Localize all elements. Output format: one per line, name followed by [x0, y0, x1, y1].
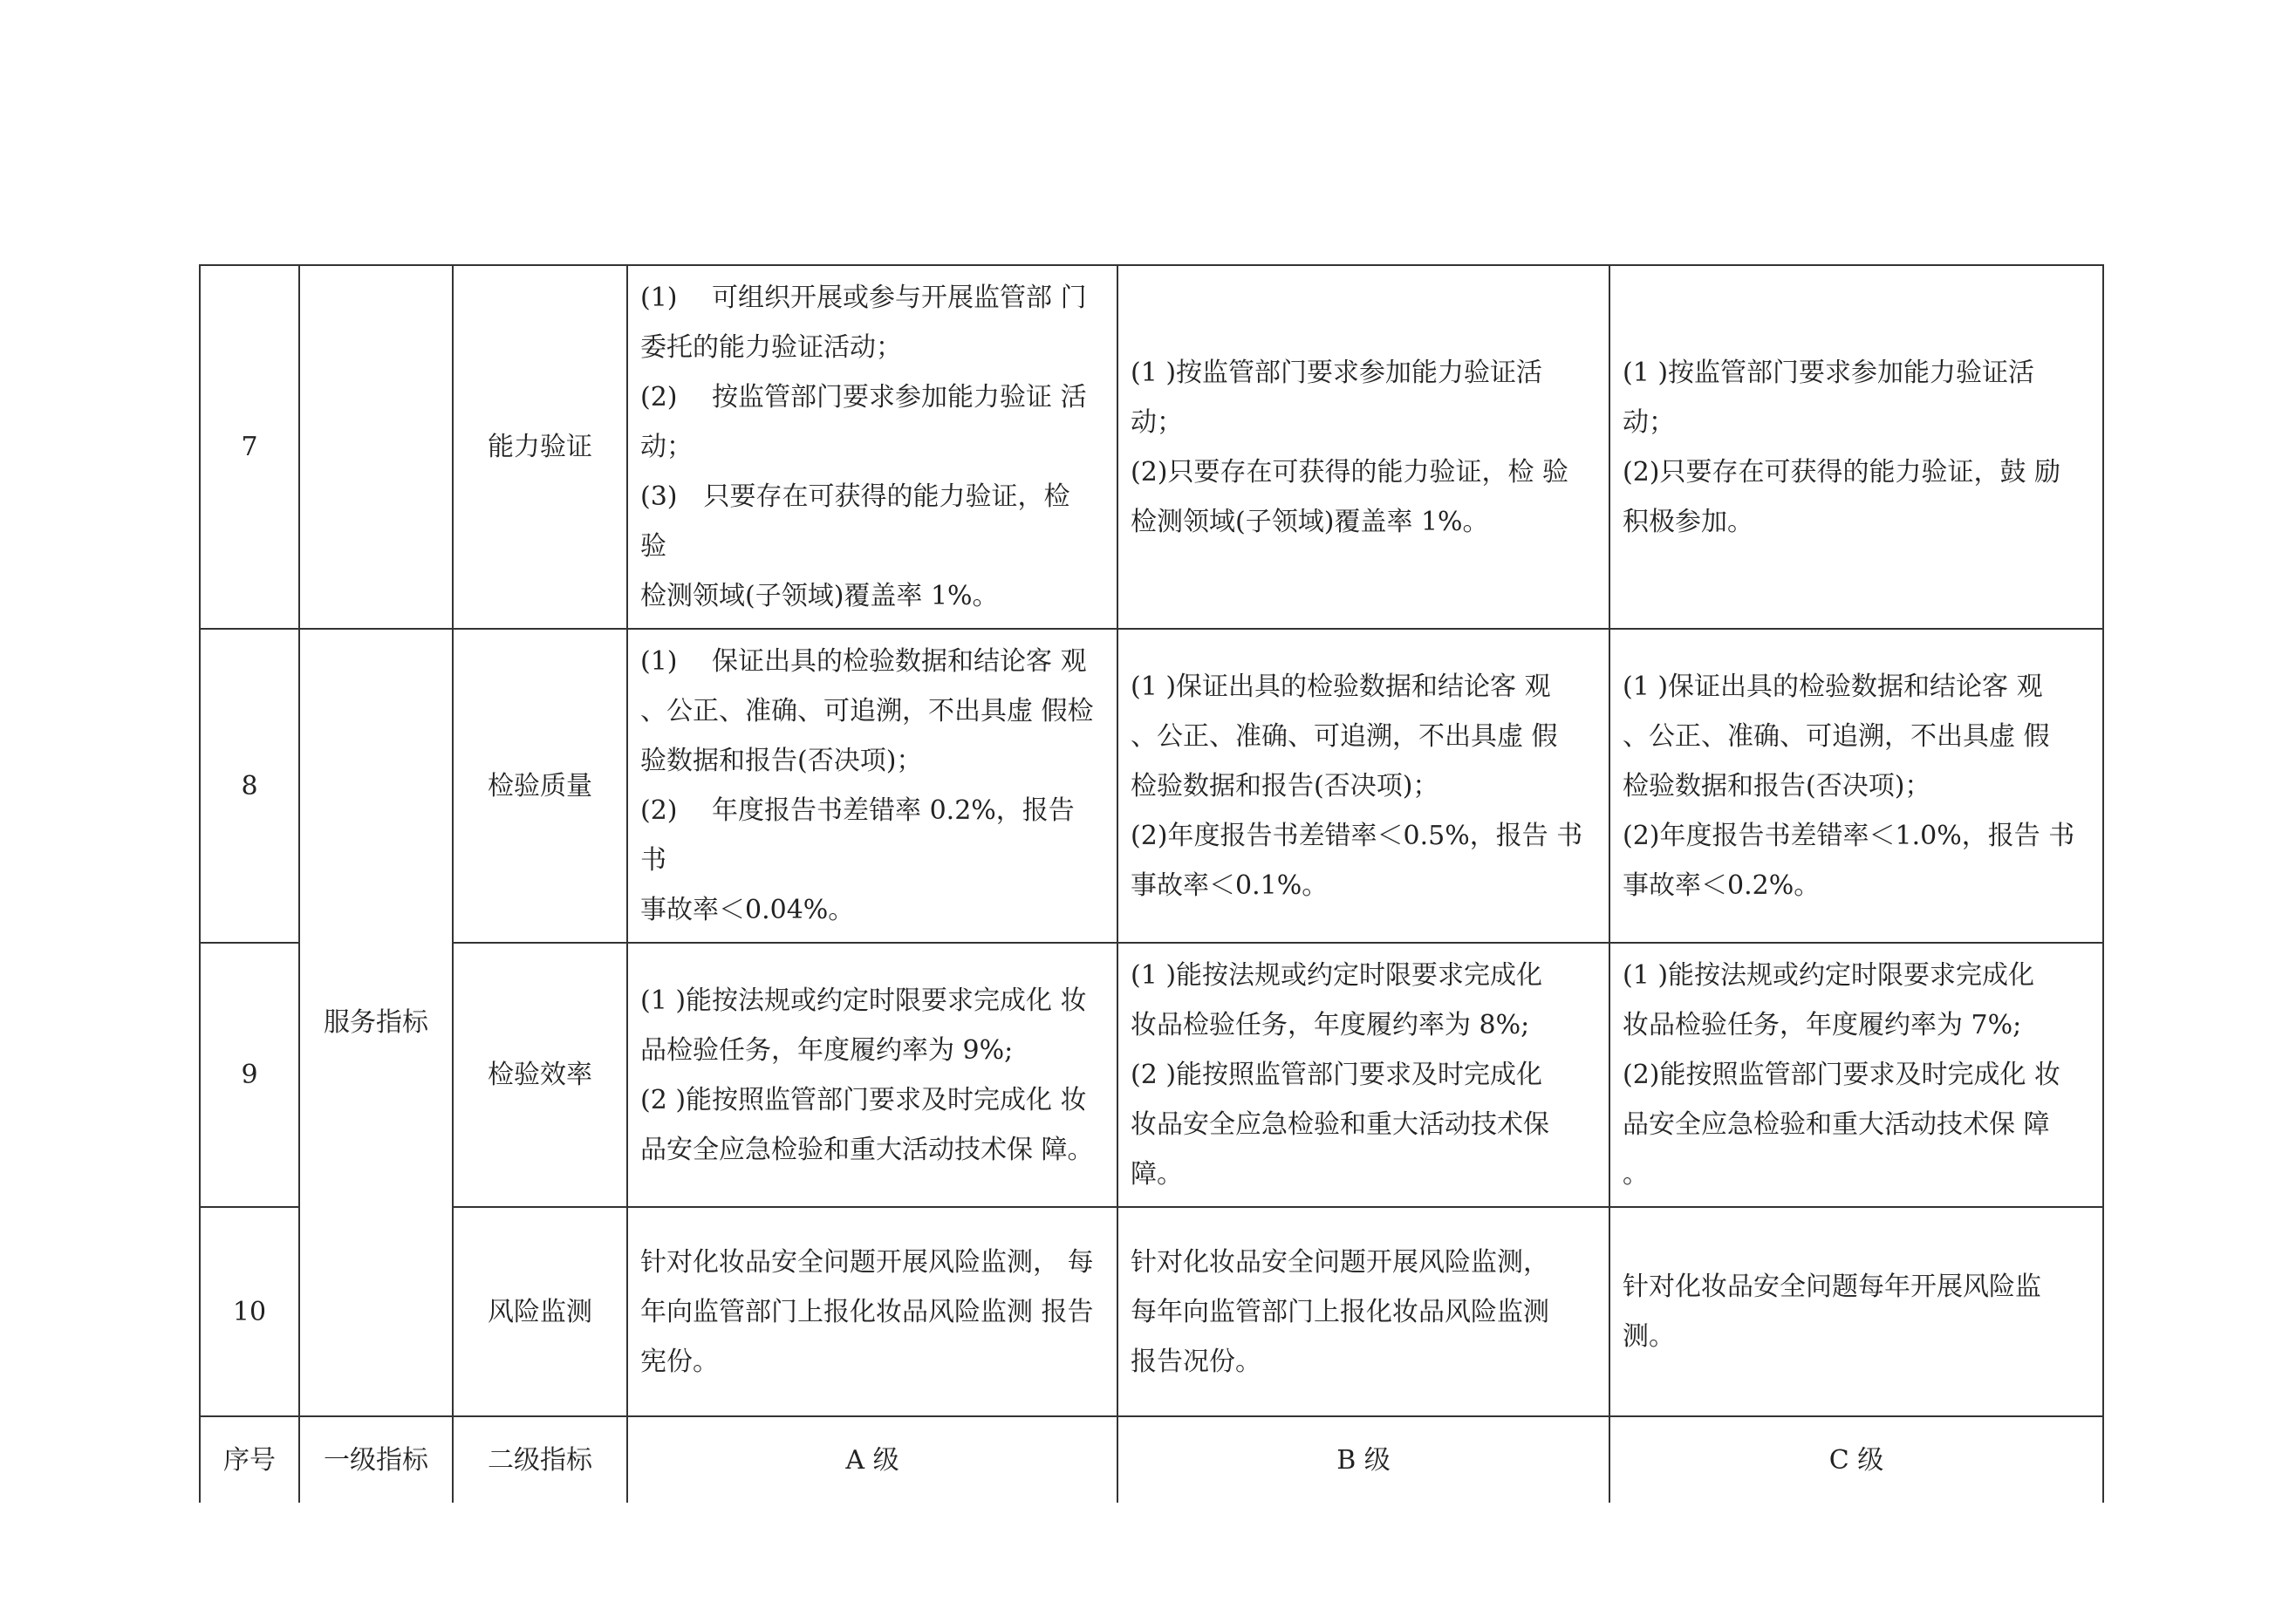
cell-line: 年向监管部门上报化妆品风险监测 报告 [640, 1296, 1094, 1327]
level2-indicator: 检验质量 [453, 629, 627, 943]
cell-line: 事故率＜0.1%。 [1131, 869, 1329, 901]
table-row [200, 943, 2103, 1207]
cell-line: (2)年度报告书差错率＜0.5%，报告 书 [1131, 820, 1583, 851]
cell-line: 品安全应急检验和重大活动技术保 障。 [640, 1134, 1094, 1165]
grade-c-cell [1609, 1207, 2103, 1416]
cell-line: 报告况份。 [1131, 1346, 1261, 1377]
grade-a-cell [627, 1207, 1117, 1416]
cell-line: (1 )能按法规或约定时限要求完成化 妆 [640, 985, 1087, 1016]
cell-line: 、公正、准确、可追溯，不出具虚 假检 [640, 696, 1094, 726]
grade-c-cell [1609, 265, 2103, 629]
level1-indicator [299, 265, 453, 629]
table-row [200, 629, 2103, 943]
header-number: 序号 [200, 1416, 299, 1503]
cell-line: (2)只要存在可获得的能力验证，鼓 励 [1623, 456, 2061, 488]
cell-line: 针对化妆品安全问题开展风险监测， [1131, 1246, 1549, 1278]
header-grade-b: B 级 [1117, 1416, 1609, 1503]
header-grade-a: A 级 [627, 1416, 1117, 1503]
cell-line: 、公正、准确、可追溯，不出具虚 假 [1623, 720, 2050, 752]
cell-line: 品安全应急检验和重大活动技术保 障 [1623, 1109, 2050, 1140]
row-number: 9 [200, 943, 299, 1207]
cell-line: 验数据和报告(否决项)； [640, 746, 923, 776]
header-level1: 一级指标 [299, 1416, 453, 1503]
row-number: 8 [200, 629, 299, 943]
cell-line: 事故率＜0.04%。 [640, 895, 855, 925]
cell-line: 障。 [1131, 1159, 1183, 1190]
cell-line: 、公正、准确、可追溯，不出具虚 假 [1131, 720, 1558, 752]
cell-line: 。 [1623, 1159, 1649, 1190]
cell-line: (2)年度报告书差错率＜1.0%，报告 书 [1623, 820, 2075, 851]
cell-line: 检测领域(子领域)覆盖率 1%。 [640, 581, 999, 611]
row-number: 7 [200, 265, 299, 629]
table-row [200, 1207, 2103, 1416]
cell-line: 事故率＜0.2%。 [1623, 869, 1821, 901]
cell-line: 宪份。 [640, 1346, 719, 1377]
cell-line: 检验数据和报告(否决项)； [1623, 770, 1931, 801]
cell-line: (1 )能按法规或约定时限要求完成化 [1623, 960, 2035, 991]
cell-line: 妆品检验任务，年度履约率为 7%; [1623, 1010, 2022, 1040]
level2-indicator: 风险监测 [453, 1207, 627, 1416]
cell-line: 品检验任务，年度履约率为 9%; [640, 1034, 1014, 1066]
cell-line: 动； [640, 432, 693, 462]
cell-line: (2 )能按照监管部门要求及时完成化 妆 [640, 1084, 1087, 1115]
cell-line: (2) 按监管部门要求参加能力验证 活 [640, 382, 1087, 413]
cell-line: 动； [1623, 406, 1675, 438]
cell-line: (1 )按监管部门要求参加能力验证活 [1623, 357, 2035, 388]
table-header-row [200, 1416, 2103, 1503]
cell-line: (1) 保证出具的检验数据和结论客 观 [640, 646, 1087, 677]
cell-line: 委托的能力验证活动； [640, 332, 902, 363]
header-grade-c: C 级 [1609, 1416, 2103, 1503]
level1-indicator: 服务指标 [299, 629, 453, 1416]
cell-line: 积极参加。 [1623, 506, 1753, 537]
cell-line: (2)能按照监管部门要求及时完成化 妆 [1623, 1060, 2061, 1090]
grade-c-cell [1609, 943, 2103, 1207]
cell-line: 针对化妆品安全问题每年开展风险监 [1623, 1272, 2041, 1302]
cell-line: (1 )能按法规或约定时限要求完成化 [1131, 960, 1543, 991]
cell-line: (1 )保证出具的检验数据和结论客 观 [1623, 671, 2043, 702]
cell-line: 每年向监管部门上报化妆品风险监测 [1131, 1296, 1549, 1327]
grade-b-cell [1117, 265, 1609, 629]
cell-line: 测。 [1623, 1321, 1675, 1352]
grade-a-cell [627, 629, 1117, 943]
grade-a-cell [627, 943, 1117, 1207]
cell-line: (2) 年度报告书差错率 0.2%，报告 书 [640, 795, 1075, 876]
table-row [200, 265, 2103, 629]
cell-line: (1) 可组织开展或参与开展监管部 门 [640, 283, 1087, 313]
grade-b-cell [1117, 629, 1609, 943]
level2-indicator: 能力验证 [453, 265, 627, 629]
cell-line: 妆品安全应急检验和重大活动技术保 [1131, 1109, 1549, 1140]
cell-line: 检测领域(子领域)覆盖率 1%。 [1131, 506, 1489, 537]
level2-indicator: 检验效率 [453, 943, 627, 1207]
cell-line: 妆品检验任务，年度履约率为 8%; [1131, 1010, 1530, 1040]
cell-line: 动； [1131, 406, 1183, 438]
grade-a-cell [627, 265, 1117, 629]
row-number: 10 [200, 1207, 299, 1416]
evaluation-table [199, 264, 2104, 1503]
grade-b-cell [1117, 943, 1609, 1207]
cell-line: (2 )能按照监管部门要求及时完成化 [1131, 1060, 1543, 1090]
cell-line: 检验数据和报告(否决项)； [1131, 770, 1439, 801]
grade-c-cell [1609, 629, 2103, 943]
grade-b-cell [1117, 1207, 1609, 1416]
cell-line: 针对化妆品安全问题开展风险监测， 每 [640, 1246, 1094, 1278]
cell-line: (2)只要存在可获得的能力验证，检 验 [1131, 456, 1569, 488]
header-level2: 二级指标 [453, 1416, 627, 1503]
cell-line: (1 )按监管部门要求参加能力验证活 [1131, 357, 1543, 388]
cell-line: (3) 只要存在可获得的能力验证，检 验 [640, 481, 1070, 562]
cell-line: (1 )保证出具的检验数据和结论客 观 [1131, 671, 1551, 702]
